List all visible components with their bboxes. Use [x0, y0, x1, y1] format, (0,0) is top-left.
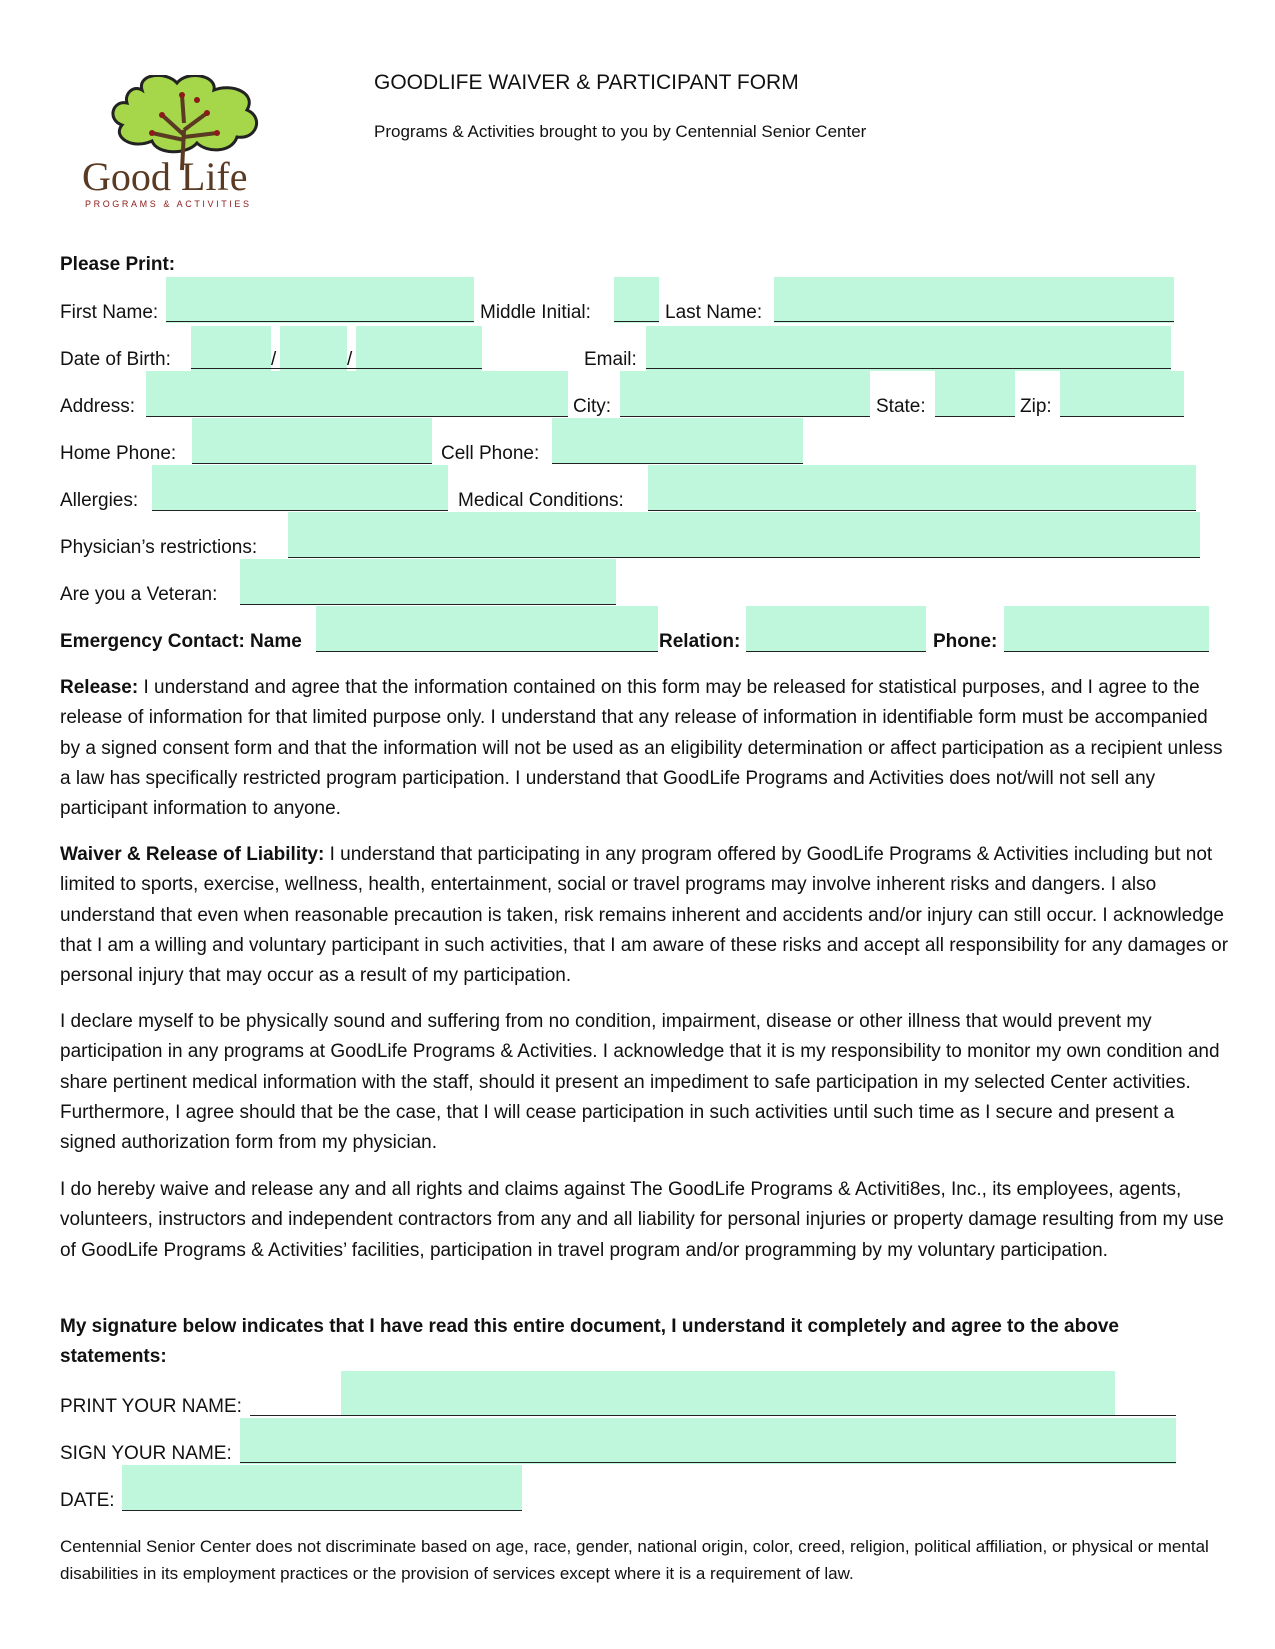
last-name-field[interactable]: [774, 277, 1174, 323]
home-phone-field[interactable]: [192, 418, 432, 464]
zip-field[interactable]: [1060, 371, 1184, 417]
emergency-phone-underline: [1004, 651, 1209, 652]
city-field[interactable]: [620, 371, 870, 417]
cell-phone-underline: [552, 463, 803, 464]
physician-restrictions-field[interactable]: [288, 512, 1200, 558]
sign-name-underline: [240, 1462, 1176, 1463]
release-text: I understand and agree that the information contained on this form may be released for statistical purposes, and I agree to the release of information for that limited purpose only. I understand that any release of information in identifiable form must be accompanied by a signed consent form and that the information will not be used as an eligibility determination or affect participation as a recipient unless a law has specifically restricted program participation. I understand that GoodLife Programs and Activities does not/will not sell any participant information to anyone.: [60, 677, 1223, 820]
logo: [82, 75, 287, 215]
relation-underline: [746, 651, 926, 652]
allergies-underline: [152, 510, 448, 511]
waiver-heading: Waiver & Release of Liability:: [60, 844, 325, 865]
dob-underline: [191, 368, 482, 369]
waiver-text: I understand that participating in any program offered by GoodLife Programs & Activities including but not limited to sports, exercise, wellness, health, entertainment, social or travel programs may involve inherent risks and dangers. I also understand that even when reasonable precaution is taken, risk remains inherent and accidents and/or injury can still occur. I acknowledge that I am a willing and voluntary participant in such activities, that I am aware of these risks and accept all responsibility for any damages or personal injury that may occur as a result of my participation.: [60, 844, 1229, 987]
print-name-field[interactable]: [341, 1371, 1115, 1415]
middle-initial-label: Middle Initial:: [480, 302, 591, 323]
dob-separator: /: [347, 349, 353, 370]
medical-conditions-field[interactable]: [648, 465, 1196, 511]
first-name-underline: [166, 321, 474, 322]
waiver-paragraph: [60, 840, 1230, 991]
city-label: City:: [573, 396, 611, 417]
sign-name-label: SIGN YOUR NAME:: [60, 1443, 232, 1464]
physician-restrictions-underline: [288, 557, 1200, 558]
home-phone-label: Home Phone:: [60, 443, 177, 464]
release-paragraph: [60, 673, 1230, 824]
middle-initial-underline: [614, 321, 659, 322]
emergency-name-underline: [316, 651, 658, 652]
logo-name: Good Life: [82, 154, 248, 199]
city-underline: [620, 416, 870, 417]
state-label: State:: [876, 396, 926, 417]
address-field[interactable]: [146, 371, 568, 417]
veteran-label: Are you a Veteran:: [60, 584, 218, 605]
email-field[interactable]: [646, 326, 1171, 371]
phone-label: Phone:: [933, 631, 998, 652]
medical-conditions-underline: [648, 510, 1196, 511]
zip-label: Zip:: [1020, 396, 1052, 417]
dob-day-field[interactable]: [280, 326, 347, 371]
cell-phone-field[interactable]: [552, 418, 803, 464]
cell-phone-label: Cell Phone:: [441, 443, 540, 464]
allergies-label: Allergies:: [60, 490, 139, 511]
address-label: Address:: [60, 396, 135, 417]
signature-statement: My signature below indicates that I have read this entire document, I understand it completely and agree to the above statements:: [60, 1316, 1119, 1368]
allergies-field[interactable]: [152, 465, 448, 511]
relation-field[interactable]: [746, 606, 926, 652]
dob-year-field[interactable]: [356, 326, 482, 371]
emergency-name-field[interactable]: [316, 606, 658, 652]
form-title: GOODLIFE WAIVER & PARTICIPANT FORM: [374, 71, 799, 94]
date-field[interactable]: [122, 1465, 522, 1511]
waive-paragraph: I do hereby waive and release any and all rights and claims against The GoodLife Programs & Activiti8es, Inc., its employees, agents, volunteers, instructors and independent contractors from any and all liability for personal injuries or property damage resulting from my use of GoodLife Programs & Activities’ facilities, participation in travel program and/or programming by my voluntary participation.: [60, 1179, 1224, 1261]
dob-separator: /: [271, 349, 277, 370]
release-heading: Release:: [60, 677, 139, 698]
email-label: Email:: [584, 349, 637, 370]
state-field[interactable]: [935, 371, 1015, 417]
date-of-birth-label: Date of Birth:: [60, 349, 171, 370]
date-label: DATE:: [60, 1490, 115, 1511]
emergency-contact-label: Emergency Contact: Name: [60, 631, 302, 652]
sign-name-field[interactable]: [240, 1418, 1176, 1464]
state-underline: [935, 416, 1015, 417]
last-name-underline: [774, 321, 1174, 322]
veteran-underline: [240, 604, 616, 605]
medical-conditions-label: Medical Conditions:: [458, 490, 624, 511]
logo-tagline: PROGRAMS & ACTIVITIES: [85, 199, 252, 209]
veteran-field[interactable]: [240, 559, 616, 605]
print-name-label: PRINT YOUR NAME:: [60, 1396, 242, 1417]
nondiscrimination-footer: Centennial Senior Center does not discriminate based on age, race, gender, national origin, color, creed, religion, political affiliation, or physical or mental disabilities in its employment practices or the provision of services except where it is a requirement of law.: [60, 1537, 1209, 1583]
zip-underline: [1060, 416, 1184, 417]
date-underline: [122, 1510, 522, 1511]
relation-label: Relation:: [659, 631, 741, 652]
physician-restrictions-label: Physician’s restrictions:: [60, 537, 258, 558]
home-phone-underline: [192, 463, 432, 464]
print-name-underline: [250, 1415, 1176, 1416]
form-subtitle: Programs & Activities brought to you by Centennial Senior Center: [374, 122, 867, 141]
dob-month-field[interactable]: [191, 326, 271, 371]
emergency-phone-field[interactable]: [1004, 606, 1209, 652]
email-underline: [646, 368, 1171, 369]
first-name-label: First Name:: [60, 302, 159, 323]
first-name-field[interactable]: [166, 277, 474, 323]
declare-paragraph: I declare myself to be physically sound and suffering from no condition, impairment, disease or other illness that would prevent my participation in any programs at GoodLife Programs & Activities. I acknowledge that it is my responsibility to monitor my own condition and share pertinent medical information with the staff, should it present an impediment to safe participation in my selected Center activities. Furthermore, I agree should that be the case, that I will cease participation in such activities until such time as I secure and present a signed authorization form from my physician.: [60, 1011, 1220, 1154]
address-underline: [146, 416, 568, 417]
please-print-label: Please Print:: [60, 254, 176, 275]
middle-initial-field[interactable]: [614, 277, 659, 323]
last-name-label: Last Name:: [665, 302, 763, 323]
